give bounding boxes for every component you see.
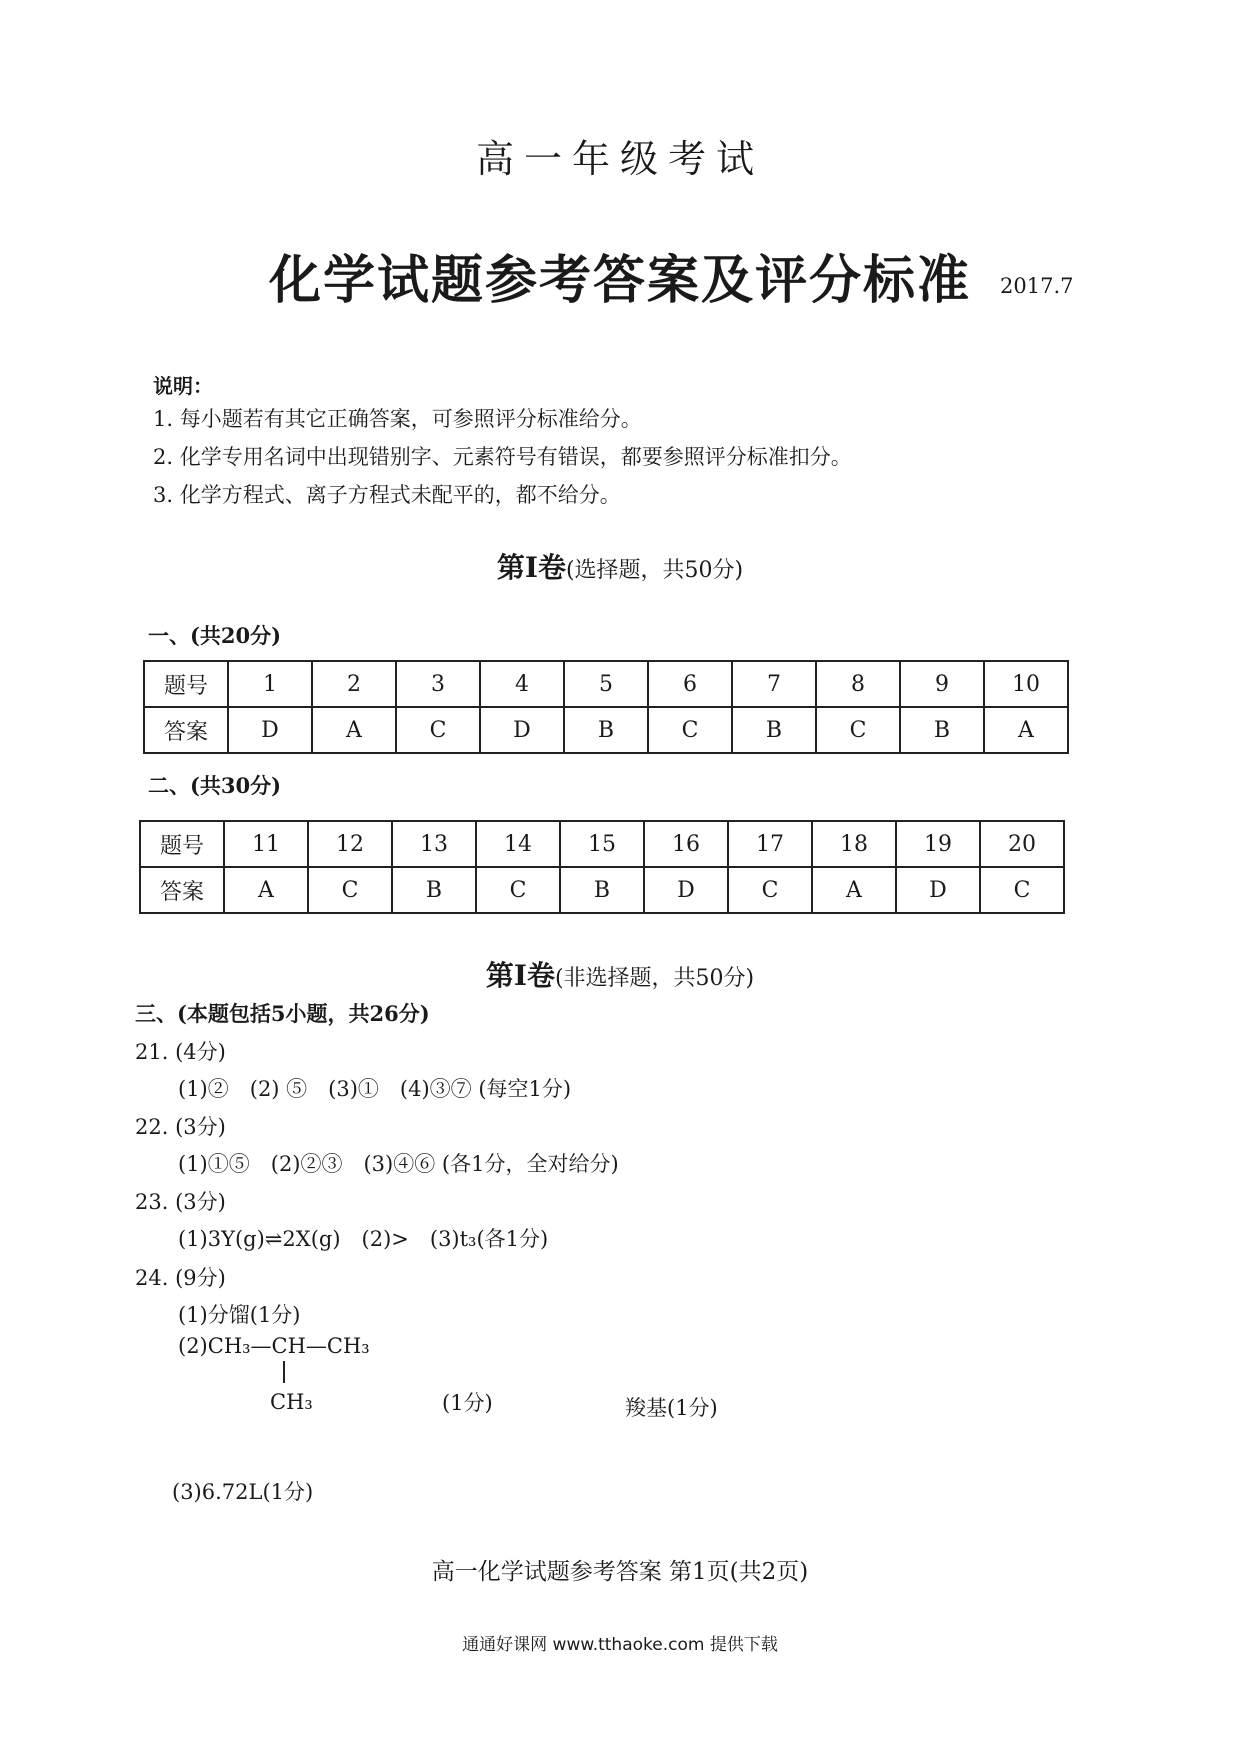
table-cell: B [392,867,476,913]
answer-24-2-formula: (2)CH₃—CH—CH₃ [178,1334,370,1358]
table-cell: B [564,707,648,753]
notes-label: 说明： [153,374,213,398]
answer-22: (1)①⑤ (2)②③ (3)④⑥ (各1分，全对给分) [178,1152,619,1176]
table-cell: 答案 [140,867,224,913]
page-footer: 高一化学试题参考答案 第1页(共2页) [431,1559,809,1585]
grade-title: 高一年级考试 [475,137,764,181]
answer-24-1: (1)分馏(1分) [178,1303,301,1327]
table-cell: 16 [644,821,728,867]
table-row [140,821,1064,867]
document-title: 化学试题参考答案及评分标准 [268,250,971,311]
table-cell: D [480,707,564,753]
table-cell: A [812,867,896,913]
answer-24-2-branch: CH₃ [270,1390,313,1414]
table-cell: 6 [648,661,732,707]
note-item: 2. 化学专用名词中出现错别字、元素符号有错误，都要参照评分标准扣分。 [153,445,852,469]
table-cell: 2 [312,661,396,707]
table-cell: B [560,867,644,913]
table-cell: 4 [480,661,564,707]
part-title: 二、(共30分) [148,773,282,798]
table-cell: C [728,867,812,913]
section-heading-nonchoice [0,954,1240,994]
section-heading-rest: (选择题，共50分) [565,558,744,583]
table-cell: D [228,707,312,753]
section-heading-rest: (非选择题，共50分) [554,966,755,991]
table-cell: 20 [980,821,1064,867]
table-cell: C [816,707,900,753]
answer-23: (1)3Y(g)⇌2X(g) (2)> (3)t₃(各1分) [178,1227,549,1251]
table-cell: C [476,867,560,913]
table-cell: 题号 [144,661,228,707]
table-cell: 13 [392,821,476,867]
table-cell: 答案 [144,707,228,753]
note-item: 3. 化学方程式、离子方程式未配平的，都不给分。 [153,483,621,507]
table-cell: C [980,867,1064,913]
exam-date: 2017.7 [1000,274,1074,298]
table-cell: 3 [396,661,480,707]
bond-line [283,1361,285,1383]
question-label-23: 23. (3分) [135,1190,226,1214]
table-cell: D [896,867,980,913]
download-credit: 通通好课网 www.tthaoke.com 提供下载 [462,1635,778,1655]
table-cell: 10 [984,661,1068,707]
question-label-24: 24. (9分) [135,1266,226,1290]
table-row [144,661,1068,707]
answer-21: (1)② (2) ⑤ (3)① (4)③⑦ (每空1分) [178,1077,572,1101]
question-label-22: 22. (3分) [135,1115,226,1139]
part-title: 一、(共20分) [148,623,282,648]
note-item: 1. 每小题若有其它正确答案，可参照评分标准给分。 [153,407,642,431]
part-title: 三、(本题包括5小题，共26分) [135,1001,430,1026]
table-row [144,707,1068,753]
answer-24-3: (3)6.72L(1分) [172,1480,314,1504]
answer-24-2-group: 羧基(1分) [625,1396,718,1420]
question-label-21: 21. (4分) [135,1040,226,1064]
table-cell: 8 [816,661,900,707]
table-cell: 19 [896,821,980,867]
table-cell: 9 [900,661,984,707]
table-cell: 12 [308,821,392,867]
table-cell: C [308,867,392,913]
table-cell: 18 [812,821,896,867]
section-heading-bold: 第Ⅰ卷 [485,959,555,992]
table-cell: C [648,707,732,753]
table-cell: B [900,707,984,753]
table-row [140,867,1064,913]
table-cell: 14 [476,821,560,867]
answer-24-2-score: (1分) [442,1391,493,1415]
table-cell: 15 [560,821,644,867]
answer-table-1 [143,660,1069,754]
table-cell: 1 [228,661,312,707]
table-cell: D [644,867,728,913]
table-cell: 5 [564,661,648,707]
answer-table-2 [139,820,1065,914]
section-heading-choice [0,546,1240,586]
section-heading-bold: 第Ⅰ卷 [496,551,566,584]
table-cell: C [396,707,480,753]
table-cell: A [984,707,1068,753]
table-cell: 17 [728,821,812,867]
table-cell: B [732,707,816,753]
table-cell: 11 [224,821,308,867]
table-cell: 7 [732,661,816,707]
table-cell: A [224,867,308,913]
table-cell: A [312,707,396,753]
table-cell: 题号 [140,821,224,867]
